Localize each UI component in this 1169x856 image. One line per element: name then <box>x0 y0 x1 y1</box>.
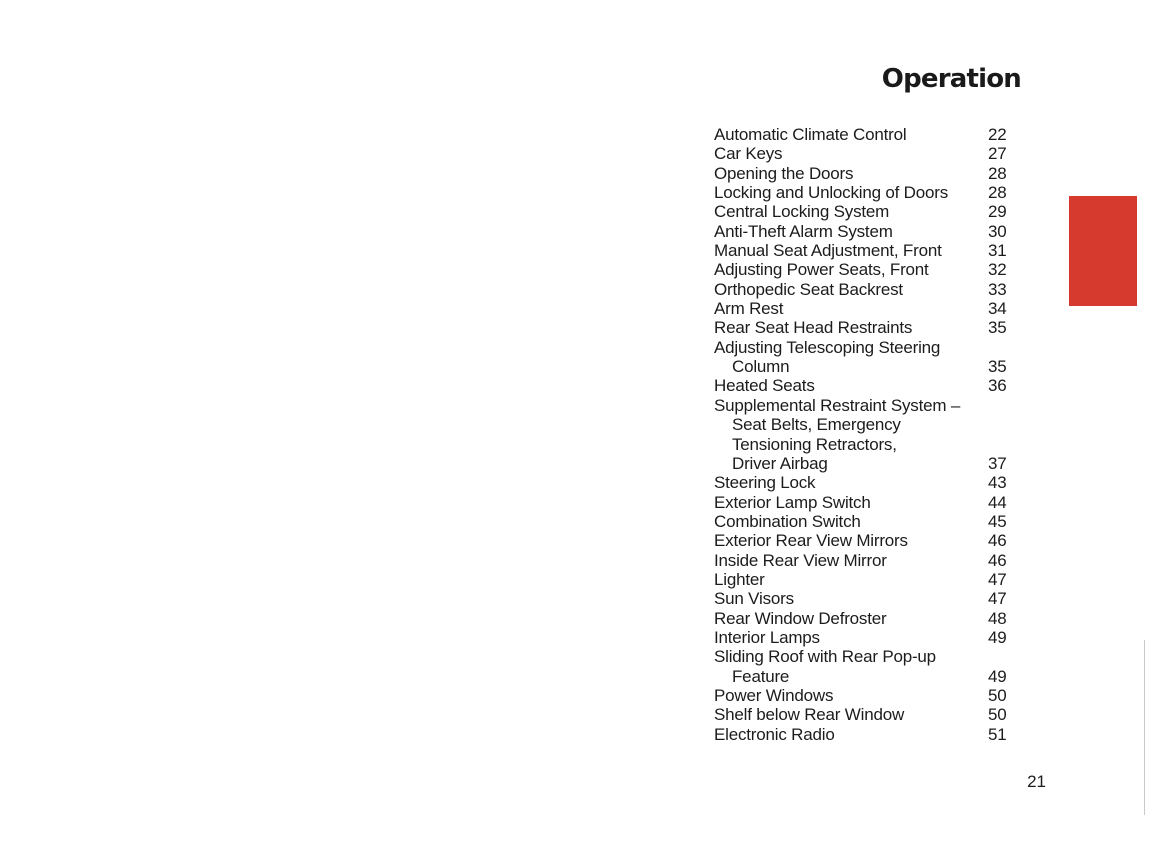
toc-entry-title <box>714 164 986 183</box>
toc-entry[interactable] <box>714 144 1024 163</box>
toc-entry-title <box>714 725 986 744</box>
toc-entry[interactable] <box>714 183 1024 202</box>
toc-entry[interactable] <box>714 338 1024 377</box>
toc-entry-page-number: 36 <box>988 376 1007 396</box>
toc-entry-title <box>714 647 986 686</box>
toc-entry-page-number: 37 <box>988 453 1007 473</box>
toc-entry-title-line: Anti-Theft Alarm System <box>714 221 893 241</box>
toc-entry-title <box>714 241 986 260</box>
toc-entry-title <box>714 202 986 221</box>
page-number: 21 <box>1027 772 1046 791</box>
toc-entry-page-number: 46 <box>988 531 1007 551</box>
toc-entry[interactable] <box>714 318 1024 337</box>
toc-entry[interactable] <box>714 725 1024 744</box>
toc-entry-title-line: Electronic Radio <box>714 724 835 744</box>
toc-entry-title-line: Heated Seats <box>714 376 815 396</box>
toc-entry[interactable] <box>714 570 1024 589</box>
table-of-contents <box>714 125 1024 744</box>
toc-entry[interactable] <box>714 396 1024 473</box>
toc-entry-title-line: Inside Rear View Mirror <box>714 550 887 570</box>
toc-entry[interactable] <box>714 164 1024 183</box>
toc-entry-title <box>714 551 986 570</box>
toc-entry-title-line: Opening the Doors <box>714 163 854 183</box>
toc-entry[interactable] <box>714 202 1024 221</box>
toc-entry-page-number: 34 <box>988 299 1007 319</box>
toc-entry-title <box>714 280 986 299</box>
toc-entry[interactable] <box>714 241 1024 260</box>
toc-entry-title-line: Combination Switch <box>714 511 861 531</box>
toc-entry[interactable] <box>714 647 1024 686</box>
toc-entry-page-number: 30 <box>988 221 1007 241</box>
toc-entry[interactable] <box>714 125 1024 144</box>
toc-entry-page-number: 49 <box>988 666 1007 686</box>
toc-entry-title <box>714 396 986 473</box>
toc-entry-title <box>714 473 986 492</box>
toc-entry-title-line: Rear Seat Head Restraints <box>714 318 913 338</box>
toc-entry-title-line: Steering Lock <box>714 473 816 493</box>
toc-entry[interactable] <box>714 473 1024 492</box>
toc-entry-page-number: 44 <box>988 492 1007 512</box>
toc-entry-title <box>714 144 986 163</box>
toc-entry-title-line: Shelf below Rear Window <box>714 705 905 725</box>
toc-entry-page-number: 46 <box>988 550 1007 570</box>
toc-entry-title <box>714 705 986 724</box>
toc-entry-page-number: 45 <box>988 511 1007 531</box>
toc-entry-title-line: Arm Rest <box>714 299 784 319</box>
toc-entry-page-number: 47 <box>988 569 1007 589</box>
toc-entry-page-number: 28 <box>988 163 1007 183</box>
toc-entry-title-line: Central Locking System <box>714 202 890 222</box>
toc-entry-title-line: Sliding Roof with Rear Pop-up <box>714 647 936 667</box>
toc-entry-page-number: 27 <box>988 144 1007 164</box>
toc-entry-title <box>714 222 986 241</box>
toc-entry-title-line: Interior Lamps <box>714 627 820 647</box>
toc-entry-title <box>714 628 986 647</box>
toc-entry[interactable] <box>714 222 1024 241</box>
toc-entry-title <box>714 570 986 589</box>
toc-entry-title-line: Supplemental Restraint System – <box>714 395 961 415</box>
toc-entry-title <box>714 183 986 202</box>
toc-entry-title <box>714 318 986 337</box>
toc-entry[interactable] <box>714 705 1024 724</box>
toc-entry-title <box>714 609 986 628</box>
toc-entry-title <box>714 376 986 395</box>
toc-entry[interactable] <box>714 376 1024 395</box>
toc-entry-title-line: Car Keys <box>714 144 783 164</box>
toc-entry-title-line: Adjusting Power Seats, Front <box>714 260 929 280</box>
toc-entry-title-continuation: Column <box>732 357 790 377</box>
toc-entry-page-number: 47 <box>988 589 1007 609</box>
toc-entry-title-line: Automatic Climate Control <box>714 125 907 144</box>
toc-entry-title <box>714 493 986 512</box>
page-edge-line <box>1144 640 1145 815</box>
toc-entry-title <box>714 531 986 550</box>
toc-entry[interactable] <box>714 551 1024 570</box>
toc-entry[interactable] <box>714 493 1024 512</box>
section-title: Operation <box>881 64 1021 94</box>
toc-entry-title-continuation: Tensioning Retractors, <box>732 434 897 454</box>
toc-entry-page-number: 31 <box>988 241 1007 261</box>
toc-entry-page-number: 49 <box>988 627 1007 647</box>
toc-entry-page-number: 50 <box>988 705 1007 725</box>
toc-entry-title <box>714 260 986 279</box>
toc-entry[interactable] <box>714 512 1024 531</box>
toc-entry-title-continuation: Seat Belts, Emergency <box>732 415 901 435</box>
toc-entry-title-line: Sun Visors <box>714 589 794 609</box>
toc-entry[interactable] <box>714 628 1024 647</box>
section-tab-marker <box>1069 196 1137 306</box>
toc-entry[interactable] <box>714 686 1024 705</box>
toc-entry-title-line: Exterior Lamp Switch <box>714 492 871 512</box>
toc-entry-title-continuation: Feature <box>732 666 790 686</box>
toc-entry[interactable] <box>714 609 1024 628</box>
toc-entry-page-number: 51 <box>988 724 1007 744</box>
toc-entry-page-number: 29 <box>988 202 1007 222</box>
toc-entry-title-line: Adjusting Telescoping Steering <box>714 337 941 357</box>
toc-entry-page-number: 35 <box>988 357 1007 377</box>
toc-entry[interactable] <box>714 531 1024 550</box>
toc-entry-page-number: 50 <box>988 685 1007 705</box>
toc-entry-title <box>714 686 986 705</box>
toc-entry-title-line: Lighter <box>714 569 765 589</box>
toc-entry-title-line: Manual Seat Adjustment, Front <box>714 241 942 261</box>
toc-entry-page-number: 35 <box>988 318 1007 338</box>
toc-entry-title-line: Locking and Unlocking of Doors <box>714 183 949 203</box>
toc-entry-page-number: 28 <box>988 183 1007 203</box>
toc-entry[interactable] <box>714 299 1024 318</box>
toc-entry[interactable] <box>714 260 1024 279</box>
toc-entry[interactable] <box>714 589 1024 608</box>
toc-entry-title <box>714 338 986 377</box>
toc-entry-title-continuation: Driver Airbag <box>732 453 828 473</box>
toc-entry-page-number: 48 <box>988 608 1007 628</box>
toc-entry-page-number: 22 <box>988 125 1007 144</box>
toc-entry-title <box>714 512 986 531</box>
toc-entry-title-line: Rear Window Defroster <box>714 608 887 628</box>
toc-entry[interactable] <box>714 280 1024 299</box>
toc-entry-page-number: 43 <box>988 473 1007 493</box>
toc-entry-title-line: Power Windows <box>714 685 834 705</box>
toc-entry-title <box>714 299 986 318</box>
toc-entry-title <box>714 589 986 608</box>
toc-entry-title-line: Exterior Rear View Mirrors <box>714 531 908 551</box>
toc-entry-page-number: 32 <box>988 260 1007 280</box>
toc-entry-title <box>714 125 986 144</box>
toc-entry-page-number: 33 <box>988 279 1007 299</box>
toc-entry-title-line: Orthopedic Seat Backrest <box>714 279 903 299</box>
